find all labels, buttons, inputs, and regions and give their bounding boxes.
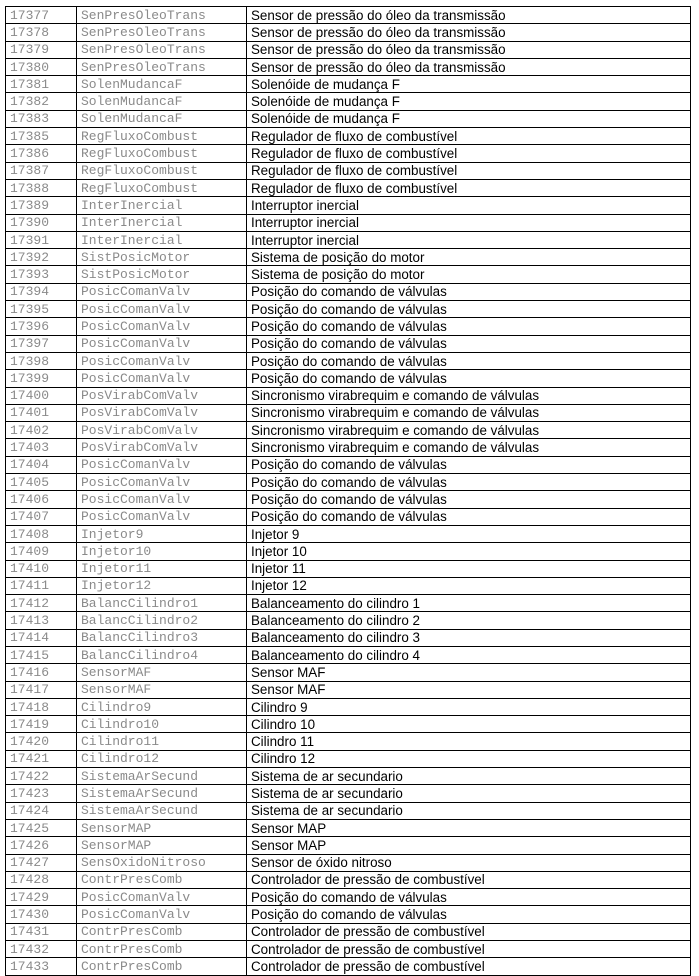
- fault-code-cell: 17386: [6, 145, 77, 162]
- fault-code-cell: 17396: [6, 318, 77, 335]
- fault-code-cell: 17381: [6, 76, 77, 93]
- fault-code-cell: 17418: [6, 698, 77, 715]
- table-row: [6, 352, 691, 369]
- table-row: [6, 41, 691, 58]
- fault-description-cell: Sistema de ar secundario: [247, 768, 691, 785]
- fault-name-cell: ContrPresComb: [77, 871, 247, 888]
- table-row: [6, 266, 691, 283]
- table-row: [6, 456, 691, 473]
- fault-code-cell: 17394: [6, 283, 77, 300]
- table-row: [6, 24, 691, 41]
- fault-description-cell: Regulador de fluxo de combustível: [247, 145, 691, 162]
- table-row: [6, 93, 691, 110]
- table-row: [6, 560, 691, 577]
- table-row: [6, 335, 691, 352]
- fault-description-cell: Injetor 12: [247, 577, 691, 594]
- fault-name-cell: PosicComanValv: [77, 889, 247, 906]
- fault-description-cell: Posição do comando de válvulas: [247, 301, 691, 318]
- table-row: [6, 422, 691, 439]
- table-row: [6, 577, 691, 594]
- fault-name-cell: Injetor10: [77, 543, 247, 560]
- fault-name-cell: SolenMudancaF: [77, 110, 247, 127]
- fault-code-cell: 17377: [6, 7, 77, 24]
- fault-code-cell: 17385: [6, 128, 77, 145]
- fault-code-cell: 17403: [6, 439, 77, 456]
- fault-code-cell: 17430: [6, 906, 77, 923]
- table-row: [6, 889, 691, 906]
- fault-name-cell: Injetor9: [77, 525, 247, 542]
- fault-code-cell: 17405: [6, 474, 77, 491]
- table-row: [6, 543, 691, 560]
- fault-description-cell: Cilindro 10: [247, 716, 691, 733]
- fault-code-cell: 17409: [6, 543, 77, 560]
- fault-name-cell: Cilindro9: [77, 698, 247, 715]
- fault-description-cell: Sensor de pressão do óleo da transmissão: [247, 58, 691, 75]
- fault-name-cell: RegFluxoCombust: [77, 128, 247, 145]
- fault-description-cell: Injetor 11: [247, 560, 691, 577]
- fault-description-cell: Cilindro 9: [247, 698, 691, 715]
- table-row: [6, 110, 691, 127]
- table-row: [6, 370, 691, 387]
- fault-description-cell: Posição do comando de válvulas: [247, 508, 691, 525]
- fault-code-cell: 17411: [6, 577, 77, 594]
- fault-description-cell: Solenóide de mudança F: [247, 110, 691, 127]
- fault-description-cell: Balanceamento do cilindro 2: [247, 612, 691, 629]
- fault-description-cell: Sensor MAF: [247, 664, 691, 681]
- fault-code-cell: 17404: [6, 456, 77, 473]
- fault-code-cell: 17412: [6, 595, 77, 612]
- fault-description-cell: Sensor MAF: [247, 681, 691, 698]
- fault-name-cell: Injetor12: [77, 577, 247, 594]
- fault-name-cell: Cilindro10: [77, 716, 247, 733]
- fault-code-cell: 17391: [6, 231, 77, 248]
- fault-code-cell: 17415: [6, 646, 77, 663]
- fault-description-cell: Solenóide de mudança F: [247, 93, 691, 110]
- fault-name-cell: InterInercial: [77, 231, 247, 248]
- fault-description-cell: Regulador de fluxo de combustível: [247, 162, 691, 179]
- table-row: [6, 231, 691, 248]
- fault-code-cell: 17419: [6, 716, 77, 733]
- table-row: [6, 646, 691, 663]
- table-row: [6, 404, 691, 421]
- fault-code-cell: 17389: [6, 197, 77, 214]
- fault-description-cell: Interruptor inercial: [247, 197, 691, 214]
- table-row: [6, 733, 691, 750]
- fault-description-cell: Controlador de pressão de combustível: [247, 871, 691, 888]
- table-row: [6, 854, 691, 871]
- table-row: [6, 698, 691, 715]
- fault-description-cell: Posição do comando de válvulas: [247, 370, 691, 387]
- fault-description-cell: Posição do comando de válvulas: [247, 456, 691, 473]
- fault-description-cell: Sensor de pressão do óleo da transmissão: [247, 7, 691, 24]
- fault-name-cell: SistemaArSecund: [77, 768, 247, 785]
- fault-code-cell: 17414: [6, 629, 77, 646]
- fault-description-cell: Sistema de ar secundario: [247, 802, 691, 819]
- fault-code-cell: 17421: [6, 750, 77, 767]
- table-row: [6, 906, 691, 923]
- fault-code-cell: 17408: [6, 525, 77, 542]
- fault-name-cell: InterInercial: [77, 197, 247, 214]
- table-row: [6, 58, 691, 75]
- table-row: [6, 785, 691, 802]
- fault-name-cell: Cilindro11: [77, 733, 247, 750]
- table-row: [6, 750, 691, 767]
- fault-name-cell: BalancCilindro1: [77, 595, 247, 612]
- fault-description-cell: Posição do comando de válvulas: [247, 889, 691, 906]
- fault-code-cell: 17425: [6, 819, 77, 836]
- fault-description-cell: Interruptor inercial: [247, 231, 691, 248]
- fault-description-cell: Balanceamento do cilindro 4: [247, 646, 691, 663]
- fault-description-cell: Posição do comando de válvulas: [247, 491, 691, 508]
- table-row: [6, 387, 691, 404]
- fault-name-cell: PosicComanValv: [77, 474, 247, 491]
- fault-description-cell: Sistema de ar secundario: [247, 785, 691, 802]
- fault-code-cell: 17431: [6, 923, 77, 940]
- fault-code-table: [5, 6, 691, 976]
- table-row: [6, 214, 691, 231]
- fault-name-cell: SenPresOleoTrans: [77, 41, 247, 58]
- table-row: [6, 681, 691, 698]
- fault-code-cell: 17387: [6, 162, 77, 179]
- fault-name-cell: SolenMudancaF: [77, 76, 247, 93]
- fault-description-cell: Posição do comando de válvulas: [247, 906, 691, 923]
- fault-name-cell: SistPosicMotor: [77, 249, 247, 266]
- fault-description-cell: Sistema de posição do motor: [247, 249, 691, 266]
- fault-name-cell: RegFluxoCombust: [77, 162, 247, 179]
- table-row: [6, 439, 691, 456]
- fault-code-cell: 17423: [6, 785, 77, 802]
- table-row: [6, 837, 691, 854]
- fault-name-cell: PosVirabComValv: [77, 404, 247, 421]
- fault-code-cell: 17400: [6, 387, 77, 404]
- fault-name-cell: PosicComanValv: [77, 335, 247, 352]
- table-row: [6, 128, 691, 145]
- fault-name-cell: PosicComanValv: [77, 370, 247, 387]
- table-row: [6, 474, 691, 491]
- table-row: [6, 145, 691, 162]
- table-row: [6, 941, 691, 958]
- fault-code-cell: 17416: [6, 664, 77, 681]
- fault-code-cell: 17402: [6, 422, 77, 439]
- fault-description-cell: Sincronismo virabrequim e comando de válvulas: [247, 422, 691, 439]
- fault-code-cell: 17395: [6, 301, 77, 318]
- fault-description-cell: Regulador de fluxo de combustível: [247, 128, 691, 145]
- table-row: [6, 179, 691, 196]
- fault-description-cell: Controlador de pressão de combustível: [247, 958, 691, 975]
- table-row: [6, 491, 691, 508]
- fault-code-cell: 17379: [6, 41, 77, 58]
- fault-code-cell: 17382: [6, 93, 77, 110]
- fault-description-cell: Sensor de pressão do óleo da transmissão: [247, 24, 691, 41]
- fault-name-cell: SenPresOleoTrans: [77, 24, 247, 41]
- fault-description-cell: Sensor MAP: [247, 837, 691, 854]
- fault-name-cell: PosVirabComValv: [77, 422, 247, 439]
- table-row: [6, 249, 691, 266]
- fault-name-cell: PosicComanValv: [77, 508, 247, 525]
- fault-code-cell: 17383: [6, 110, 77, 127]
- fault-description-cell: Controlador de pressão de combustível: [247, 941, 691, 958]
- fault-name-cell: SensorMAF: [77, 681, 247, 698]
- table-row: [6, 923, 691, 940]
- table-row: [6, 629, 691, 646]
- fault-code-cell: 17390: [6, 214, 77, 231]
- fault-name-cell: PosicComanValv: [77, 456, 247, 473]
- fault-name-cell: SistemaArSecund: [77, 802, 247, 819]
- table-row: [6, 595, 691, 612]
- fault-description-cell: Injetor 10: [247, 543, 691, 560]
- fault-description-cell: Sincronismo virabrequim e comando de válvulas: [247, 404, 691, 421]
- fault-name-cell: SensorMAF: [77, 664, 247, 681]
- fault-name-cell: SolenMudancaF: [77, 93, 247, 110]
- fault-code-cell: 17392: [6, 249, 77, 266]
- fault-description-cell: Sensor de pressão do óleo da transmissão: [247, 41, 691, 58]
- table-row: [6, 958, 691, 975]
- table-row: [6, 197, 691, 214]
- fault-code-cell: 17378: [6, 24, 77, 41]
- table-row: [6, 525, 691, 542]
- fault-description-cell: Controlador de pressão de combustível: [247, 923, 691, 940]
- fault-name-cell: PosicComanValv: [77, 301, 247, 318]
- fault-code-cell: 17407: [6, 508, 77, 525]
- fault-code-cell: 17388: [6, 179, 77, 196]
- fault-name-cell: SensorMAP: [77, 819, 247, 836]
- fault-name-cell: RegFluxoCombust: [77, 179, 247, 196]
- fault-code-cell: 17429: [6, 889, 77, 906]
- fault-name-cell: SensorMAP: [77, 837, 247, 854]
- fault-description-cell: Posição do comando de válvulas: [247, 318, 691, 335]
- table-row: [6, 508, 691, 525]
- fault-name-cell: PosicComanValv: [77, 906, 247, 923]
- table-row: [6, 802, 691, 819]
- fault-name-cell: PosicComanValv: [77, 318, 247, 335]
- fault-code-cell: 17432: [6, 941, 77, 958]
- table-row: [6, 7, 691, 24]
- fault-code-cell: 17406: [6, 491, 77, 508]
- fault-name-cell: ContrPresComb: [77, 923, 247, 940]
- table-row: [6, 318, 691, 335]
- fault-description-cell: Sensor MAP: [247, 819, 691, 836]
- fault-code-cell: 17401: [6, 404, 77, 421]
- table-row: [6, 768, 691, 785]
- fault-description-cell: Posição do comando de válvulas: [247, 335, 691, 352]
- fault-name-cell: PosVirabComValv: [77, 387, 247, 404]
- table-row: [6, 871, 691, 888]
- fault-code-cell: 17417: [6, 681, 77, 698]
- fault-name-cell: PosicComanValv: [77, 352, 247, 369]
- fault-code-cell: 17427: [6, 854, 77, 871]
- table-row: [6, 76, 691, 93]
- fault-code-cell: 17428: [6, 871, 77, 888]
- fault-code-cell: 17420: [6, 733, 77, 750]
- fault-code-cell: 17433: [6, 958, 77, 975]
- fault-description-cell: Posição do comando de válvulas: [247, 474, 691, 491]
- table-row: [6, 612, 691, 629]
- fault-code-cell: 17422: [6, 768, 77, 785]
- fault-code-cell: 17380: [6, 58, 77, 75]
- table-row: [6, 819, 691, 836]
- fault-code-cell: 17413: [6, 612, 77, 629]
- fault-name-cell: InterInercial: [77, 214, 247, 231]
- fault-description-cell: Injetor 9: [247, 525, 691, 542]
- fault-name-cell: SistemaArSecund: [77, 785, 247, 802]
- fault-name-cell: PosicComanValv: [77, 491, 247, 508]
- fault-name-cell: RegFluxoCombust: [77, 145, 247, 162]
- fault-description-cell: Sensor de óxido nitroso: [247, 854, 691, 871]
- fault-description-cell: Sincronismo virabrequim e comando de válvulas: [247, 387, 691, 404]
- fault-name-cell: ContrPresComb: [77, 958, 247, 975]
- fault-description-cell: Cilindro 12: [247, 750, 691, 767]
- fault-description-cell: Balanceamento do cilindro 1: [247, 595, 691, 612]
- fault-description-cell: Solenóide de mudança F: [247, 76, 691, 93]
- table-row: [6, 301, 691, 318]
- fault-code-cell: 17426: [6, 837, 77, 854]
- table-row: [6, 162, 691, 179]
- fault-name-cell: SensOxidoNitroso: [77, 854, 247, 871]
- fault-name-cell: Injetor11: [77, 560, 247, 577]
- table-row: [6, 283, 691, 300]
- fault-code-cell: 17424: [6, 802, 77, 819]
- fault-code-cell: 17397: [6, 335, 77, 352]
- fault-description-cell: Posição do comando de válvulas: [247, 352, 691, 369]
- fault-name-cell: SenPresOleoTrans: [77, 7, 247, 24]
- fault-name-cell: ContrPresComb: [77, 941, 247, 958]
- fault-name-cell: BalancCilindro4: [77, 646, 247, 663]
- fault-description-cell: Regulador de fluxo de combustível: [247, 179, 691, 196]
- fault-code-cell: 17410: [6, 560, 77, 577]
- fault-code-cell: 17393: [6, 266, 77, 283]
- fault-name-cell: BalancCilindro2: [77, 612, 247, 629]
- fault-description-cell: Sincronismo virabrequim e comando de válvulas: [247, 439, 691, 456]
- table-row: [6, 664, 691, 681]
- fault-code-cell: 17398: [6, 352, 77, 369]
- fault-description-cell: Balanceamento do cilindro 3: [247, 629, 691, 646]
- fault-code-cell: 17399: [6, 370, 77, 387]
- fault-name-cell: PosicComanValv: [77, 283, 247, 300]
- fault-name-cell: BalancCilindro3: [77, 629, 247, 646]
- table-row: [6, 716, 691, 733]
- fault-name-cell: SenPresOleoTrans: [77, 58, 247, 75]
- fault-description-cell: Sistema de posição do motor: [247, 266, 691, 283]
- fault-description-cell: Interruptor inercial: [247, 214, 691, 231]
- fault-code-table-body: [6, 7, 691, 976]
- fault-name-cell: PosVirabComValv: [77, 439, 247, 456]
- fault-description-cell: Posição do comando de válvulas: [247, 283, 691, 300]
- fault-name-cell: SistPosicMotor: [77, 266, 247, 283]
- fault-name-cell: Cilindro12: [77, 750, 247, 767]
- fault-description-cell: Cilindro 11: [247, 733, 691, 750]
